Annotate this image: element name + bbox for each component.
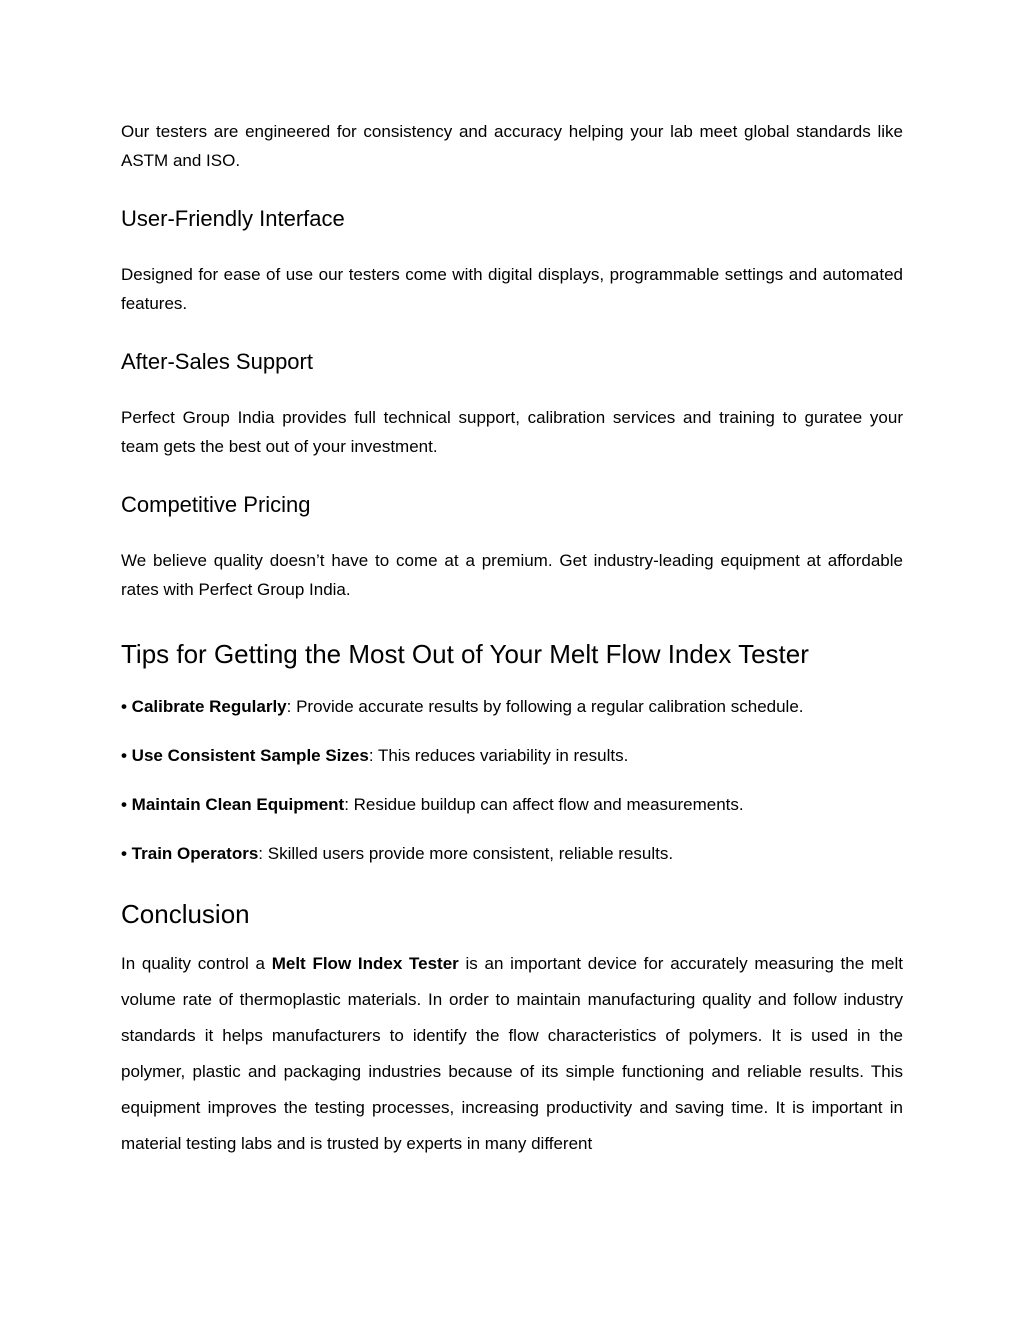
conclusion-heading: Conclusion — [121, 899, 250, 929]
document-page — [121, 117, 903, 1162]
tips-list — [121, 692, 903, 868]
tips-heading: Tips for Getting the Most Out of Your Melt Flow Index Tester — [121, 639, 809, 669]
intro-paragraph: Our testers are engineered for consistency and accuracy helping your lab meet global standards like ASTM and ISO. — [121, 122, 903, 170]
tip-label: • Train Operators — [121, 844, 259, 863]
tip-text: : Residue buildup can affect flow and measurements. — [344, 795, 744, 814]
conclusion-product-name: Melt Flow Index Tester — [271, 954, 459, 973]
tip-text: : This reduces variability in results. — [368, 746, 629, 765]
section-body-after-sales-support: Perfect Group India provides full technical support, calibration services and training to guratee your team gets the best out of your investment. — [121, 408, 903, 456]
section-heading-competitive-pricing: Competitive Pricing — [121, 492, 311, 517]
tip-text: : Skilled users provide more consistent, reliable results. — [258, 844, 674, 863]
tip-item-clean-equipment — [121, 790, 903, 819]
tip-item-calibrate — [121, 692, 903, 721]
tip-label: • Maintain Clean Equipment — [121, 795, 345, 814]
conclusion-lead: In quality control a — [121, 954, 272, 973]
tip-text: : Provide accurate results by following a regular calibration schedule. — [286, 697, 804, 716]
section-heading-user-friendly-interface: User-Friendly Interface — [121, 206, 345, 231]
tip-item-sample-sizes — [121, 741, 903, 770]
section-body-user-friendly-interface: Designed for ease of use our testers come with digital displays, programmable settings and automated features. — [121, 265, 903, 313]
tip-label: • Calibrate Regularly — [121, 697, 287, 716]
section-body-competitive-pricing: We believe quality doesn’t have to come at a premium. Get industry-leading equipment at affordable rates with Perfect Group India. — [121, 551, 903, 599]
tip-item-train-operators — [121, 839, 903, 868]
conclusion-paragraph — [121, 946, 903, 1162]
conclusion-rest: is an important device for accurately measuring the melt volume rate of thermoplastic materials. In order to maintain manufacturing quality and follow industry standards it helps manufacturers to identify the flow characteristics of polymers. It is used in the polymer, plastic and packaging industries because of its simple functioning and reliable results. This equipment improves the testing processes, increasing productivity and saving time. It is important in material testing labs and is trusted by experts in many different — [121, 954, 903, 1153]
section-heading-after-sales-support: After-Sales Support — [121, 349, 313, 374]
tip-label: • Use Consistent Sample Sizes — [121, 746, 369, 765]
